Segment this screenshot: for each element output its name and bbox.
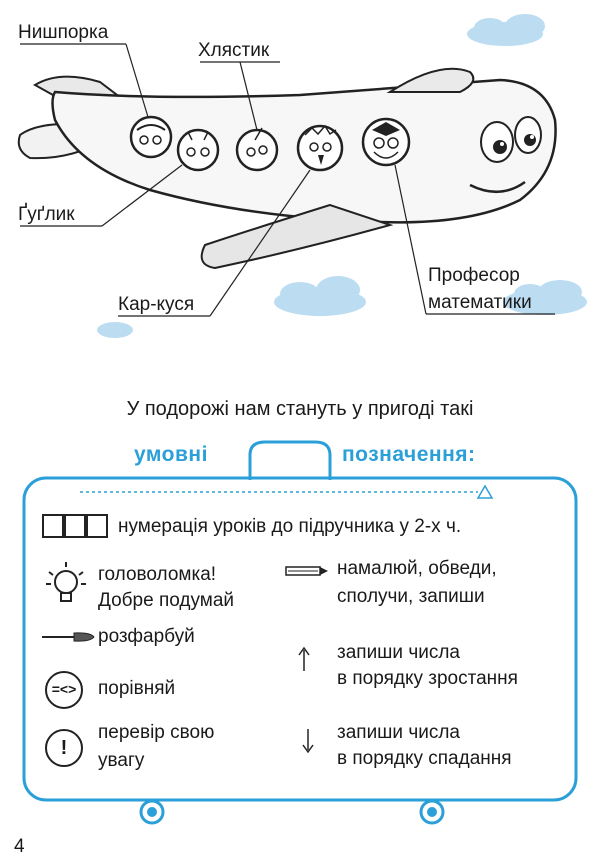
page-number: 4 <box>14 836 25 857</box>
legend-title-right: позначення: <box>342 443 476 466</box>
attention-symbol: ! <box>60 737 68 759</box>
legend-ascending-line1: запиши числа <box>337 642 460 663</box>
legend-lessons: нумерація уроків до підручника у 2-х ч. <box>118 516 462 537</box>
legend-draw-line1: намалюй, обведи, <box>337 558 497 579</box>
label-karkusia: Кар-куся <box>118 294 195 315</box>
wheel-icon <box>421 801 443 823</box>
legend-draw-line2: сполучи, запиши <box>337 586 485 607</box>
legend-descending-line2: в порядку спадання <box>337 748 512 769</box>
lightbulb-icon <box>44 560 88 612</box>
window-nyshporka <box>131 117 171 157</box>
pencil-icon <box>280 564 330 578</box>
intro-text: У подорожі нам стануть у пригоді такі <box>126 398 474 420</box>
arrow-up-icon <box>296 646 312 672</box>
cloud-icon <box>274 276 366 316</box>
legend-color: розфарбуй <box>98 626 195 647</box>
window-khliastyk <box>237 128 277 170</box>
label-nyshporka: Нишпорка <box>18 22 109 43</box>
legend-title-left: умовні <box>134 443 208 466</box>
brush-icon <box>40 630 96 644</box>
legend-check-line1: перевір свою <box>98 722 215 743</box>
arrow-down-icon <box>300 728 316 754</box>
legend-check-line2: увагу <box>98 750 145 771</box>
cloud-icon <box>97 322 133 338</box>
cloud-icon <box>467 14 545 46</box>
label-professor-line2: математики <box>428 292 532 313</box>
compare-symbol: =<> <box>51 681 77 697</box>
legend-puzzle-line2: Добре подумай <box>98 590 234 611</box>
legend-compare: порівняй <box>98 678 176 699</box>
label-gugl: Ґуґлик <box>18 204 75 225</box>
label-professor-line1: Професор <box>428 265 520 286</box>
window-karkusia <box>298 126 342 170</box>
airplane-illustration <box>0 0 600 340</box>
lesson-boxes-icon <box>42 514 110 538</box>
legend-puzzle-line1: головоломка! <box>98 564 217 585</box>
wheel-icon <box>141 801 163 823</box>
window-professor <box>363 119 409 165</box>
legend-ascending-line2: в порядку зростання <box>337 668 518 689</box>
label-khliastyk: Хлястик <box>198 40 270 61</box>
legend-descending-line1: запиши числа <box>337 722 460 743</box>
window-gugl <box>178 130 218 170</box>
